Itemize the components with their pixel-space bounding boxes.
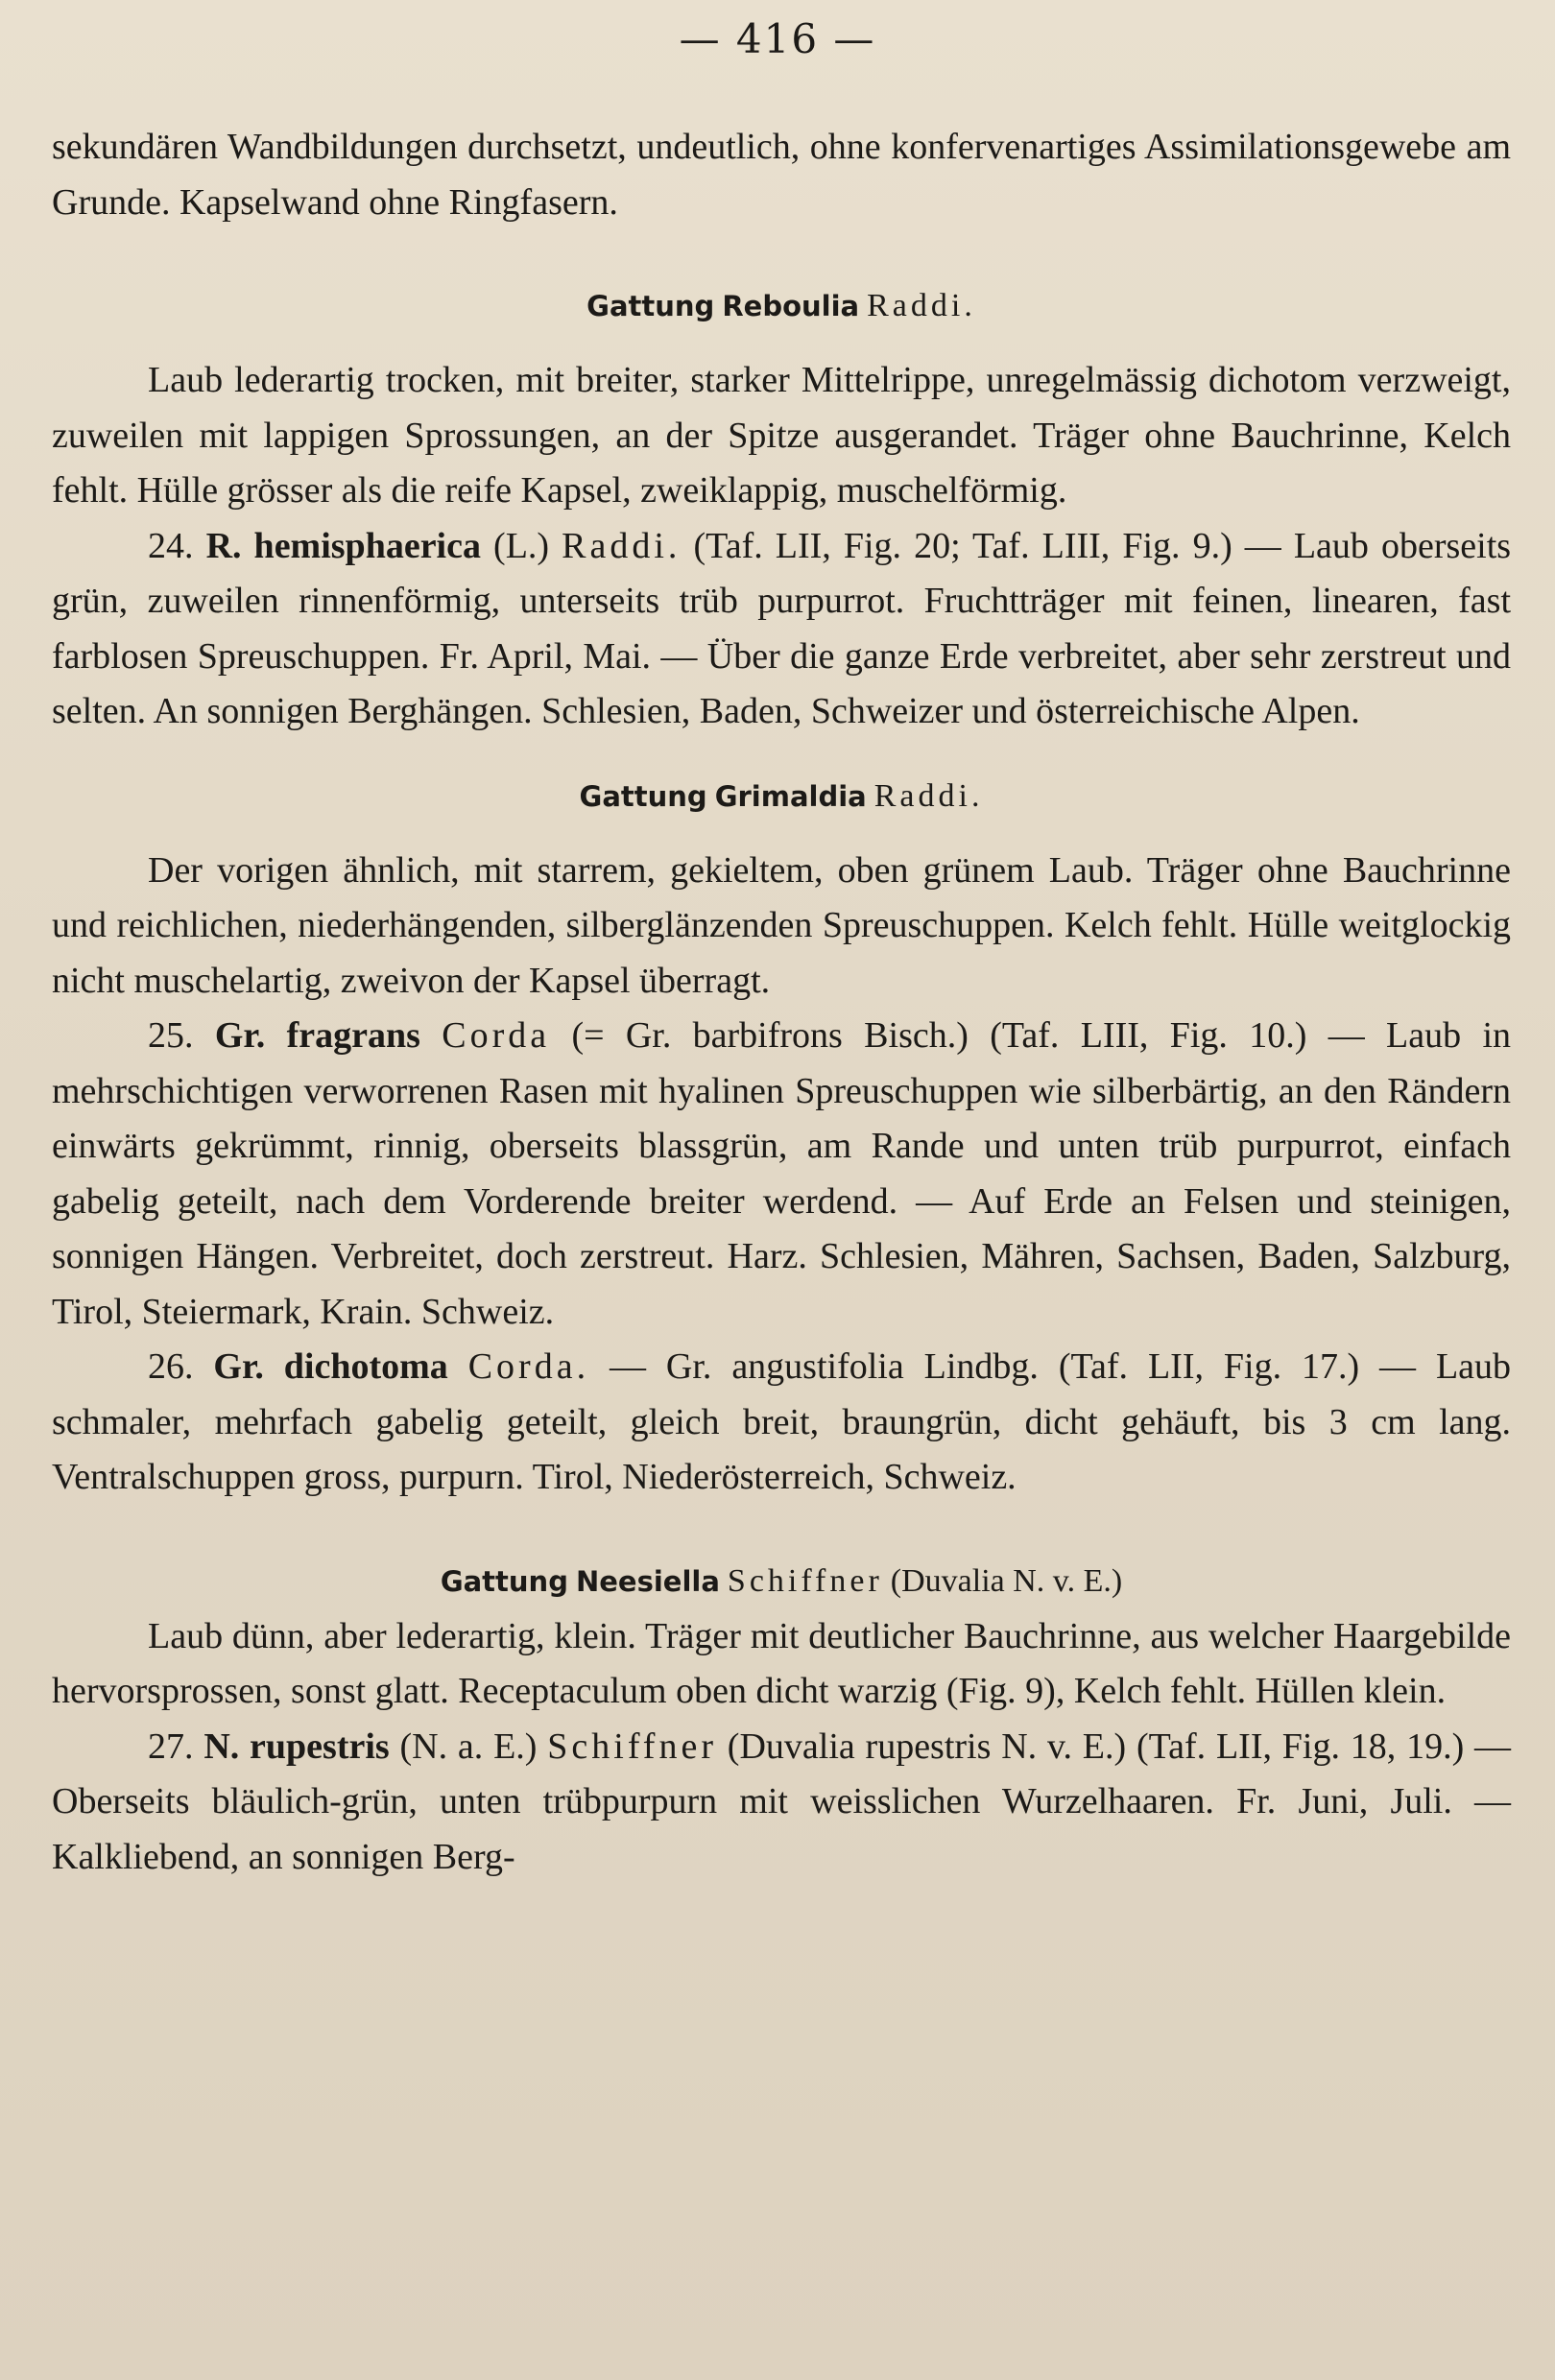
genus-description-grimaldia: Der vorigen ähnlich, mit starrem, gekieltem, oben grünem Laub. Träger ohne Bauchrinne und reichlichen, niederhängenden, silberglänzenden Spreuschuppen. Kelch fehlt. Hülle weitglockig nicht muschelartig, zweivon der Kapsel überragt. [52,849,1511,1001]
species-text: (Taf. LII, Fig. 20; Taf. LIII, Fig. 9.) — Laub oberseits grün, zuweilen rinnenförmig, unterseits trüb purpurrot. Fruchtträger mit feinen, linearen, fast farblosen Spreuschuppen. Fr. April, Mai. — Über die ganze Erde verbreitet, aber sehr zerstreut und selten. An sonnigen Berghängen. Schlesien, Baden, Schweizer und österreichische Alpen. [52,525,1512,731]
species-name: R. hemisphaerica [205,525,481,566]
species-number: 26. [148,1346,194,1387]
genus-description-reboulia: Laub lederartig trocken, mit breiter, starker Mittelrippe, unregelmässig dichotom verzweigt, zuweilen mit lappigen Sprossungen, an der Spitze ausgerandet. Träger ohne Bauchrinne, Kelch fehlt. Hülle grösser als die reife Kapsel, zweiklappig, muschelförmig. [52,360,1511,511]
genus-heading-neesiella [52,1554,1511,1609]
species-number: 24. [148,525,194,566]
species-text: (Duvalia rupestris N. v. E.) (Taf. LII, Fig. 18, 19.) — Oberseits bläulich-grün, unten trübpurpurn mit weisslichen Wurzelhaaren. Fr. Juni, Juli. — Kalkliebend, an sonnigen Berg- [52,1726,1512,1877]
text-column [52,120,1511,1885]
genus-name: Reboulia [722,290,860,322]
species-name: N. rupestris [203,1726,390,1767]
species-number: 25. [148,1015,194,1056]
genus-prefix: Gattung [586,290,715,322]
genus-description-neesiella: Laub dünn, aber lederartig, klein. Träger mit deutlicher Bauchrinne, aus welcher Haargebilde hervorsprossen, sonst glatt. Receptaculum oben dicht warzig (Fig. 9), Kelch fehlt. Hüllen klein. [52,1615,1511,1711]
genus-author: Raddi. [873,777,984,814]
species-entry-26 [52,1340,1511,1506]
species-entry-27 [52,1720,1511,1886]
species-entry-25 [52,1009,1511,1340]
genus-author: Raddi. [867,288,976,323]
page-number: — 416 — [679,15,876,62]
genus-heading-grimaldia [52,769,1511,824]
species-name: Gr. fragrans [214,1015,420,1056]
species-author-paren: (L.) [493,525,550,566]
genus-prefix: Gattung [579,779,707,813]
species-name: Gr. dichotoma [213,1346,448,1387]
genus-synonym: (Duvalia N. v. E.) [890,1562,1123,1599]
species-author-paren: (N. a. E.) [399,1726,538,1767]
species-author: Corda [442,1015,551,1056]
species-entry-24 [52,519,1511,740]
species-text: — Gr. angustifolia Lindbg. (Taf. LII, Fig. 17.) — Laub schmaler, mehrfach gabelig geteilt, gleich breit, braungrün, dicht gehäuft, bis 3 cm lang. Ventralschuppen gross, purpurn. Tirol, Niederösterreich, Schweiz. [52,1346,1512,1497]
genus-author: Schiffner [727,1562,883,1599]
species-author: Raddi. [562,525,682,566]
species-number: 27. [148,1726,194,1767]
genus-name: Grimaldia [714,779,867,813]
genus-heading-reboulia [52,278,1511,334]
genus-name: Neesiella [575,1564,720,1598]
intro-paragraph: sekundären Wandbildungen durchsetzt, undeutlich, ohne konfervenartiges Assimilationsgewebe am Grunde. Kapselwand ohne Ringfasern. [52,127,1511,223]
species-author: Corda. [467,1346,590,1387]
species-author: Schiffner [547,1726,717,1767]
species-text: (= Gr. barbifrons Bisch.) (Taf. LIII, Fig. 10.) — Laub in mehrschichtigen verworrenen Rasen mit hyalinen Spreuschuppen wie silberbärtig, an den Rändern einwärts gekrümmt, rinnig, oberseits blassgrün, am Rande und unten trüb purpurrot, einfach gabelig geteilt, nach dem Vorderende breiter werdend. — Auf Erde an Felsen und steinigen, sonnigen Hängen. Verbreitet, doch zerstreut. Harz. Schlesien, Mähren, Sachsen, Baden, Salzburg, Tirol, Steiermark, Krain. Schweiz. [52,1015,1512,1332]
genus-prefix: Gattung [440,1564,568,1598]
